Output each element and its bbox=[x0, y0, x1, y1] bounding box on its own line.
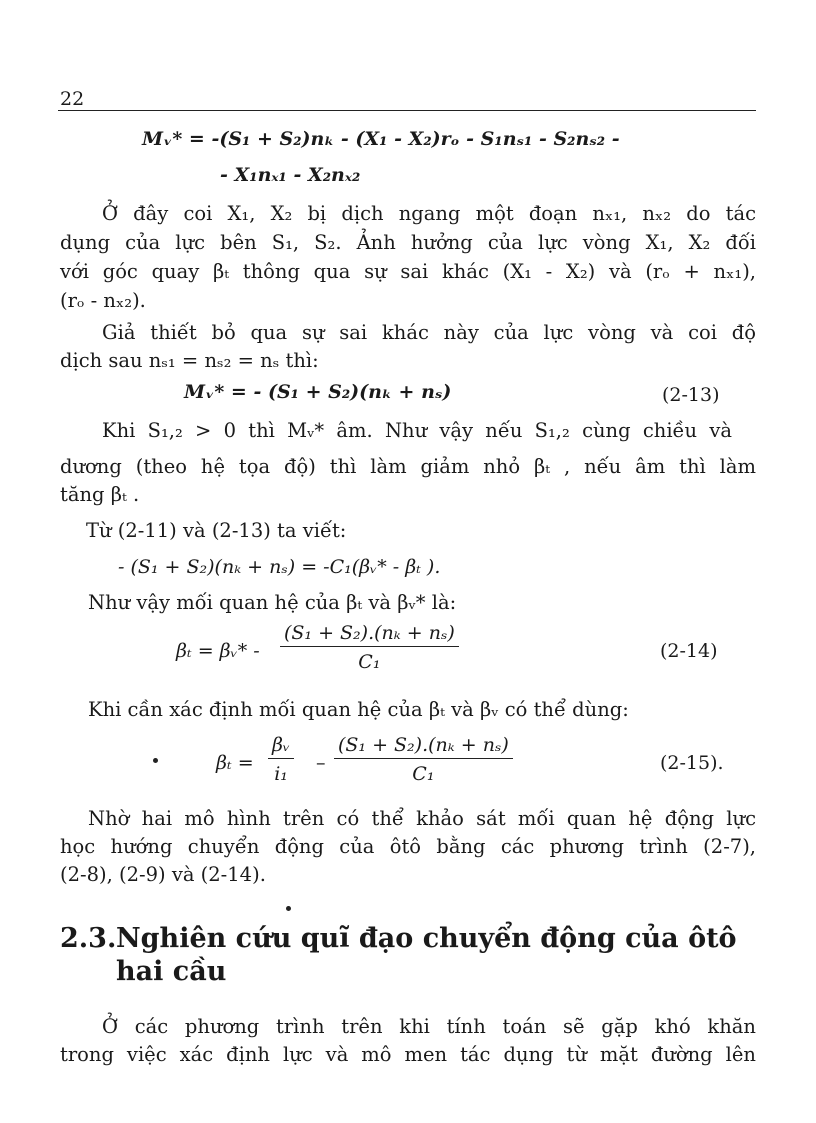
equation-intermediate: - (S₁ + S₂)(nₖ + nₛ) = -C₁(βᵥ* - βₜ ). bbox=[118, 556, 441, 578]
equation-mv-line1: Mᵥ* = -(S₁ + S₂)nₖ - (X₁ - X₂)rₒ - S₁nₛ₁ - S₂nₛ₂ - bbox=[142, 128, 620, 150]
paragraph-line: Như vậy mối quan hệ của βₜ và βᵥ* là: bbox=[88, 591, 457, 614]
paragraph-line: dịch sau nₛ₁ = nₛ₂ = nₛ thì: bbox=[60, 349, 319, 372]
equation-number: (2-13) bbox=[662, 384, 720, 406]
section-heading-continued: hai cầu bbox=[116, 956, 227, 987]
paragraph-line: Giả thiết bỏ qua sự sai khác này của lực vòng và coi độ bbox=[102, 321, 756, 344]
paragraph-line: Từ (2-11) và (2-13) ta viết: bbox=[86, 519, 347, 542]
fraction-denominator: i₁ bbox=[274, 763, 288, 785]
paragraph-line: Ở các phương trình trên khi tính toán sẽ gặp khó khăn bbox=[102, 1015, 756, 1038]
paragraph-line: với góc quay βₜ thông qua sự sai khác (X₁ - X₂) và (rₒ + nₓ₁), bbox=[60, 260, 756, 283]
equation-number: (2-15). bbox=[660, 752, 724, 774]
paragraph-line: học hướng chuyển động của ôtô bằng các phương trình (2-7), bbox=[60, 835, 756, 858]
equation-2-13: Mᵥ* = - (S₁ + S₂)(nₖ + nₛ) bbox=[184, 381, 452, 403]
equation-mv-line2: - X₁nₓ₁ - X₂nₓ₂ bbox=[220, 164, 361, 186]
paragraph-line: (2-8), (2-9) và (2-14). bbox=[60, 863, 266, 886]
section-heading bbox=[60, 922, 760, 955]
paragraph-line: Khi cần xác định mối quan hệ của βₜ và βᵥ có thể dùng: bbox=[88, 698, 629, 721]
page-number: 22 bbox=[60, 88, 85, 110]
paragraph-line: dương (theo hệ tọa độ) thì làm giảm nhỏ βₜ , nếu âm thì làm bbox=[60, 455, 756, 478]
paragraph-line: (rₒ - nₓ₂). bbox=[60, 289, 146, 312]
header-rule bbox=[58, 110, 756, 111]
fraction-denominator: C₁ bbox=[412, 763, 435, 785]
fraction-denominator: C₁ bbox=[358, 651, 381, 673]
equation-2-14-lhs: βₜ = βᵥ* - bbox=[176, 640, 260, 662]
paragraph-line: tăng βₜ . bbox=[60, 483, 140, 506]
fraction-numerator: (S₁ + S₂).(nₖ + nₛ) bbox=[280, 622, 459, 647]
bullet-dot bbox=[153, 758, 158, 763]
equation-2-15-lhs: βₜ = bbox=[216, 752, 254, 774]
equation-2-15-fraction-2 bbox=[334, 734, 513, 785]
equation-number: (2-14) bbox=[660, 640, 718, 662]
stray-dot bbox=[286, 906, 291, 911]
paragraph-line: Ở đây coi X₁, X₂ bị dịch ngang một đoạn nₓ₁, nₓ₂ do tác bbox=[102, 202, 756, 225]
equation-2-15-fraction-1 bbox=[268, 734, 294, 785]
paragraph-line: trong việc xác định lực và mô men tác dụng từ mặt đường lên bbox=[60, 1043, 756, 1066]
paragraph-line: Nhờ hai mô hình trên có thể khảo sát mối quan hệ động lực bbox=[88, 807, 756, 830]
fraction-numerator: βᵥ bbox=[268, 734, 294, 759]
minus-sign: – bbox=[316, 752, 326, 774]
section-number: 2.3. bbox=[60, 923, 117, 954]
section-title: Nghiên cứu quĩ đạo chuyển động của ôtô bbox=[116, 923, 737, 954]
paragraph-line: dụng của lực bên S₁, S₂. Ảnh hưởng của lực vòng X₁, X₂ đối bbox=[60, 231, 756, 254]
equation-2-14-fraction bbox=[280, 622, 459, 673]
paragraph-line: Khi S₁,₂ > 0 thì Mᵥ* âm. Như vậy nếu S₁,₂ cùng chiều và bbox=[102, 419, 732, 442]
fraction-numerator: (S₁ + S₂).(nₖ + nₛ) bbox=[334, 734, 513, 759]
